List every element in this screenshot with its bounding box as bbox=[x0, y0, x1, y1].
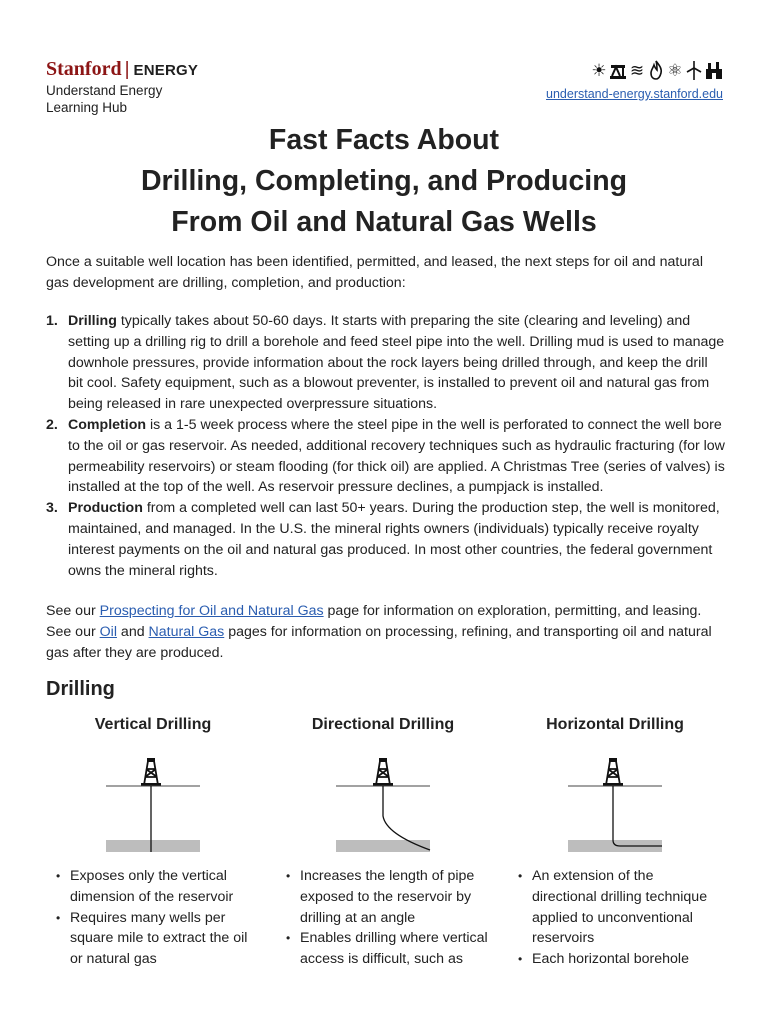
vertical-drilling-bullets bbox=[48, 866, 260, 970]
step-number: 1. bbox=[46, 313, 58, 329]
oil-pump-icon bbox=[609, 60, 627, 82]
list-item: • Requires many wells per square mile to extract the oil or natural gas bbox=[70, 908, 260, 970]
see-our-text: See our bbox=[46, 623, 100, 640]
oil-link[interactable]: Oil bbox=[99, 623, 117, 640]
gas-desc: pages for information on processing, refining, and transporting oil and natural gas after they are produced. bbox=[46, 623, 712, 661]
prospecting-desc: page for information on exploration, permitting, and leasing. bbox=[323, 603, 702, 619]
step-completion bbox=[46, 415, 726, 498]
horizontal-drilling-diagram bbox=[510, 756, 720, 856]
atom-icon: ⚛ bbox=[667, 61, 683, 80]
title-line-2: Drilling, Completing, and Producing bbox=[140, 165, 628, 197]
directional-drilling-column bbox=[278, 712, 488, 968]
logo-energy-text: ENERGY bbox=[133, 62, 199, 79]
energy-icons-row bbox=[590, 60, 722, 82]
column-title: Directional Drilling bbox=[311, 716, 455, 733]
prospecting-link[interactable]: Prospecting for Oil and Natural Gas bbox=[99, 603, 324, 619]
list-item: • Each horizontal borehole bbox=[532, 949, 722, 970]
logo-subtitle-2: Learning Hub bbox=[46, 100, 128, 115]
reservoir-layer bbox=[106, 840, 200, 852]
step-text: typically takes about 50-60 days. It starts with preparing the site (clearing and leveling) and setting up a drilling rig to drill a borehole and feed steel pipe into the well. Drilling mud is used to manage downhole pressures, provide information about the rock layers being drilled through, and keep the drill bit cool. Safety equipment, such as a blowout preventer, is installed to prevent oil and natural gas from being released in rare unexpected overpressure situations. bbox=[68, 313, 725, 413]
water-waves-icon: ≋ bbox=[629, 61, 645, 80]
step-term: Completion bbox=[68, 416, 147, 433]
page-header bbox=[46, 58, 726, 118]
drilling-section-heading: Drilling bbox=[46, 678, 115, 700]
see-our-text: See our bbox=[46, 603, 100, 619]
site-link[interactable]: understand-energy.stanford.edu bbox=[546, 87, 723, 101]
step-term: Production bbox=[68, 500, 143, 517]
logo-divider: | bbox=[124, 59, 130, 80]
list-item: • Increases the length of pipe exposed to the reservoir by drilling at an angle bbox=[300, 866, 490, 928]
steps-list bbox=[46, 311, 726, 581]
directional-drilling-diagram bbox=[278, 756, 488, 856]
list-item: • Exposes only the vertical dimension of the reservoir bbox=[70, 866, 260, 908]
vertical-drilling-diagram bbox=[48, 756, 258, 856]
list-item: • An extension of the directional drilling technique applied to unconventional reservoirs bbox=[532, 866, 722, 949]
page-title bbox=[0, 120, 768, 243]
column-title: Horizontal Drilling bbox=[546, 716, 684, 733]
step-number: 3. bbox=[46, 500, 58, 517]
logo-stanford-text: Stanford bbox=[46, 58, 122, 80]
list-item: • Enables drilling where vertical access is difficult, such as bbox=[300, 928, 490, 970]
see-also-paragraph bbox=[46, 601, 726, 663]
well-bore bbox=[613, 786, 662, 846]
title-line-1: Fast Facts About bbox=[268, 124, 500, 156]
reservoir-layer bbox=[336, 840, 430, 852]
step-number: 2. bbox=[46, 416, 58, 433]
horizontal-drilling-column bbox=[510, 712, 720, 968]
step-production bbox=[46, 498, 726, 581]
step-term: Drilling bbox=[68, 313, 117, 329]
logo-subtitle-1: Understand Energy bbox=[46, 83, 163, 98]
fire-icon bbox=[647, 60, 665, 82]
title-line-3: From Oil and Natural Gas Wells bbox=[171, 206, 597, 238]
wind-turbine-icon bbox=[685, 60, 703, 82]
step-text: from a completed well can last 50+ years. During the production step, the well is monitored, maintained, and managed. In the U.S. the mineral rights owners (individuals) typically receive royalty interest payments on the oil and natural gas produced. In most other countries, the federal government owns the mineral rights. bbox=[68, 500, 720, 579]
column-title: Vertical Drilling bbox=[94, 716, 212, 733]
step-text: is a 1-5 week process where the steel pipe in the well is perforated to connect the well bore to the oil or gas reservoir. As needed, additional recovery techniques such as hydraulic fracturing (for low permeability reservoirs) or steam flooding (for thick oil) are applied. A Christmas Tree (series of valves) is installed at the top of the well. As reservoir pressure declines, a pumpjack is installed. bbox=[68, 416, 725, 496]
directional-drilling-bullets bbox=[278, 866, 490, 970]
intro-paragraph: Once a suitable well location has been identified, permitted, and leased, the next steps for oil and natural gas development are drilling, completion, and production: bbox=[46, 254, 703, 291]
step-drilling bbox=[46, 311, 726, 415]
drilling-rig-icon bbox=[603, 758, 623, 786]
drilling-rig-icon bbox=[373, 758, 393, 786]
vertical-drilling-column bbox=[48, 712, 258, 968]
drilling-rig-icon bbox=[141, 758, 161, 786]
horizontal-drilling-bullets bbox=[510, 866, 722, 970]
factory-icon bbox=[704, 60, 722, 82]
natural-gas-link[interactable]: Natural Gas bbox=[148, 623, 225, 640]
sun-icon: ☀ bbox=[591, 61, 607, 80]
and-text: and bbox=[116, 623, 149, 640]
